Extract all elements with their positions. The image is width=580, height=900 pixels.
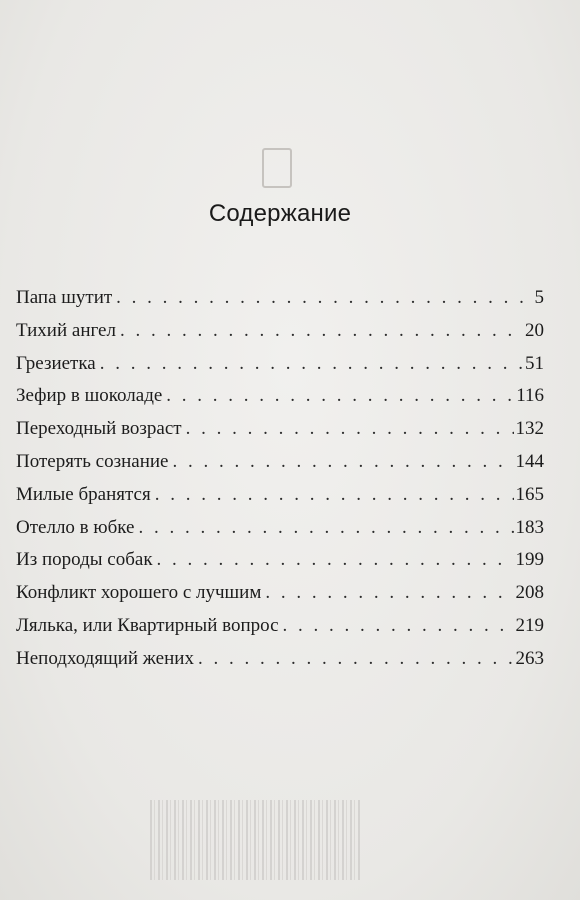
toc-entry-page: 20	[525, 319, 544, 341]
toc-entry	[16, 610, 544, 643]
toc-entry-title: Папа шутит	[16, 287, 113, 308]
toc-entry-title: Зефир в шоколаде	[16, 385, 163, 407]
toc-entry-title: Грезиетка	[16, 352, 96, 374]
toc-entry-page: 132	[515, 418, 544, 440]
toc-entry-page: 263	[515, 647, 544, 669]
dot-leader	[186, 413, 514, 446]
dot-leader	[120, 315, 523, 348]
toc-entry	[16, 282, 544, 315]
toc-entry-page: 144	[515, 450, 544, 472]
toc-entry	[16, 380, 544, 413]
toc-entry-page: 5	[534, 287, 544, 308]
toc-entry-page: 183	[515, 516, 544, 538]
dot-leader	[172, 446, 513, 479]
toc-entry	[16, 315, 544, 348]
dot-leader	[265, 577, 513, 610]
toc-entry	[16, 643, 544, 676]
toc-entry	[16, 413, 544, 446]
toc-entry	[16, 512, 544, 545]
contents-heading: Содержание	[208, 200, 352, 227]
toc-entry	[16, 446, 544, 479]
table-of-contents	[16, 282, 544, 676]
toc-entry	[16, 348, 544, 381]
toc-entry	[16, 577, 544, 610]
toc-entry-title: Конфликт хорошего с лучшим	[16, 582, 262, 604]
publisher-logo-icon	[262, 148, 292, 188]
dot-leader	[198, 643, 514, 676]
toc-entry-title: Неподходящий жених	[16, 647, 194, 669]
toc-entry-title: Отелло в юбке	[16, 516, 135, 538]
toc-entry-page: 208	[515, 582, 544, 604]
dot-leader	[283, 610, 514, 643]
dot-leader	[116, 282, 532, 315]
toc-entry	[16, 479, 544, 512]
toc-entry	[16, 544, 544, 577]
toc-entry-page: 219	[515, 614, 544, 636]
dot-leader	[100, 348, 523, 381]
toc-entry-title: Милые бранятся	[16, 483, 151, 505]
toc-entry-page: 51	[525, 352, 544, 374]
dot-leader	[155, 479, 514, 512]
toc-entry-title: Тихий ангел	[16, 319, 116, 341]
toc-entry-title: Переходный возраст	[16, 418, 182, 440]
toc-entry-page: 165	[515, 483, 544, 505]
toc-entry-page: 116	[516, 385, 544, 407]
dot-leader	[138, 512, 513, 545]
dot-leader	[166, 380, 514, 413]
dot-leader	[157, 544, 514, 577]
barcode-shadow	[150, 800, 360, 880]
toc-entry-title: Лялька, или Квартирный вопрос	[16, 614, 279, 636]
toc-entry-page: 199	[515, 549, 544, 571]
toc-entry-title: Из породы собак	[16, 549, 153, 571]
toc-entry-title: Потерять сознание	[16, 450, 169, 472]
